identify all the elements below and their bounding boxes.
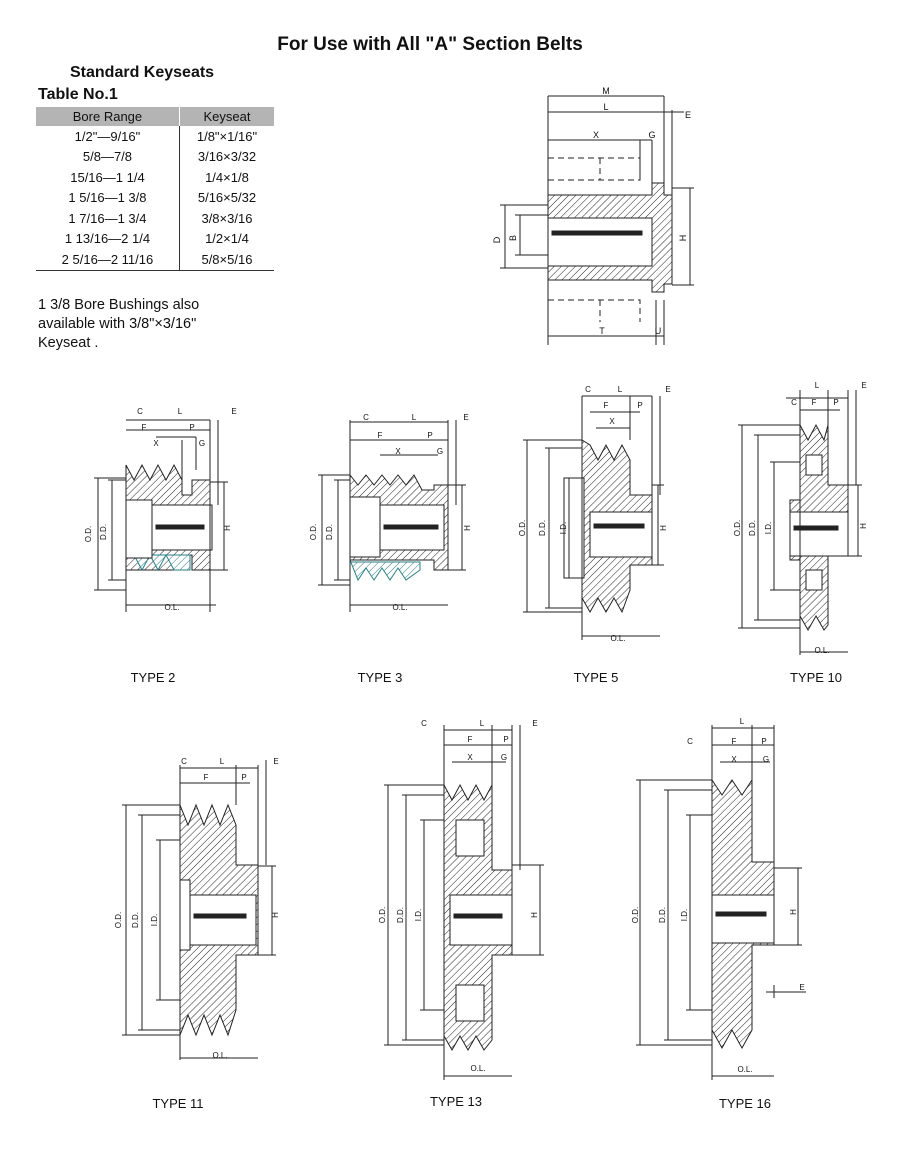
- t16-label-id: I.D.: [680, 908, 689, 922]
- t10-label-p: P: [833, 398, 839, 407]
- dim-label-u: U: [654, 326, 662, 336]
- bore-range-cell: 5/8—7/8: [36, 147, 179, 168]
- type-10-label: TYPE 10: [789, 670, 843, 685]
- t3-label-dd: D.D.: [325, 524, 334, 540]
- column-header-keyseat: Keyseat: [179, 107, 274, 126]
- t16-label-e: E: [799, 983, 805, 992]
- dim-label-g: G: [648, 130, 656, 140]
- t2-label-dd: D.D.: [99, 524, 108, 540]
- dim-label-b: B: [508, 234, 518, 242]
- t13-label-c: C: [421, 719, 427, 728]
- page-title: For Use with All "A" Section Belts: [277, 34, 583, 55]
- t13-label-od: O.D.: [378, 906, 387, 924]
- t16-label-g: G: [762, 755, 770, 764]
- dim-label-l: L: [603, 102, 609, 112]
- note-line: 1 3/8 Bore Bushings also: [38, 297, 200, 313]
- dim-label-e: E: [684, 110, 692, 120]
- t5-label-c: C: [585, 385, 591, 394]
- t13-label-g: G: [500, 753, 508, 762]
- t3-label-c: C: [363, 413, 369, 422]
- t5-label-e: E: [665, 385, 671, 394]
- t2-label-f: F: [141, 423, 147, 432]
- t2-label-l: L: [177, 407, 183, 416]
- t13-label-l: L: [479, 719, 485, 728]
- t5-label-od: O.D.: [518, 519, 527, 537]
- t2-label-ol: O.L.: [164, 603, 180, 612]
- t10-label-f: F: [811, 398, 817, 407]
- t5-label-ol: O.L.: [610, 634, 626, 643]
- t16-label-p: P: [761, 737, 767, 746]
- t2-label-c: C: [137, 407, 143, 416]
- type-5-drawing: [523, 396, 664, 640]
- t10-label-e: E: [861, 381, 867, 390]
- t5-label-f: F: [603, 401, 609, 410]
- t13-label-id: I.D.: [414, 908, 423, 922]
- t3-label-ol: O.L.: [392, 603, 408, 612]
- t2-label-x: X: [153, 439, 159, 448]
- t5-label-l: L: [617, 385, 623, 394]
- t11-label-ol: O.L.: [212, 1051, 228, 1060]
- table-label: Table No.1: [38, 86, 118, 103]
- bore-range-cell: 1 7/16—1 3/4: [36, 208, 179, 229]
- keyseat-cell: 5/16×5/32: [197, 190, 257, 206]
- keyseat-cell: 3/16×3/32: [197, 149, 257, 165]
- t13-label-x: X: [467, 753, 473, 762]
- dim-label-t: T: [599, 326, 605, 336]
- t2-label-od: O.D.: [84, 525, 93, 543]
- t16-label-ol: O.L.: [737, 1065, 753, 1074]
- keyseat-cell: 1/8"×1/16": [196, 128, 258, 144]
- t13-label-h: H: [530, 912, 539, 918]
- type-16-label: TYPE 16: [718, 1096, 772, 1111]
- t13-label-e: E: [532, 719, 538, 728]
- bore-range-cell: 1 13/16—2 1/4: [36, 229, 179, 250]
- t5-label-h: H: [659, 525, 668, 531]
- t11-label-f: F: [203, 773, 209, 782]
- t2-label-p: P: [189, 423, 195, 432]
- bore-range-cell: 1/2"—9/16": [36, 126, 179, 147]
- t3-label-l: L: [411, 413, 417, 422]
- bore-range-cell: 15/16—1 1/4: [36, 167, 179, 188]
- type-11-drawing: [122, 760, 276, 1060]
- t11-label-c: C: [181, 757, 187, 766]
- bore-range-cell: 2 5/16—2 11/16: [36, 249, 179, 270]
- t11-label-e: E: [273, 757, 279, 766]
- dim-label-d: D: [492, 236, 502, 244]
- type-3-label: TYPE 3: [357, 670, 403, 685]
- type-13-label: TYPE 13: [429, 1094, 483, 1109]
- t16-label-l: L: [739, 717, 745, 726]
- t11-label-p: P: [241, 773, 247, 782]
- t10-label-c: C: [791, 398, 797, 407]
- t16-label-h: H: [789, 909, 798, 915]
- t10-label-l: L: [814, 381, 820, 390]
- t3-label-g: G: [436, 447, 444, 456]
- t3-label-e: E: [463, 413, 469, 422]
- t16-label-dd: D.D.: [658, 907, 667, 923]
- t3-label-x: X: [395, 447, 401, 456]
- t10-label-ol: O.L.: [814, 646, 830, 655]
- t5-label-dd: D.D.: [538, 520, 547, 536]
- t11-label-dd: D.D.: [131, 912, 140, 928]
- t11-label-l: L: [219, 757, 225, 766]
- type-2-label: TYPE 2: [130, 670, 176, 685]
- keyseat-cell: 5/8×5/16: [179, 249, 274, 270]
- t11-label-id: I.D.: [150, 913, 159, 927]
- type-11-label: TYPE 11: [152, 1096, 204, 1111]
- t10-label-dd: D.D.: [748, 520, 757, 536]
- t13-label-ol: O.L.: [470, 1064, 486, 1073]
- keyseat-cell: 1/4×1/8: [205, 169, 249, 185]
- type-3-drawing: [318, 420, 466, 612]
- note-line: Keyseat .: [38, 335, 99, 351]
- t5-label-x: X: [609, 417, 615, 426]
- t16-label-c: C: [687, 737, 693, 746]
- t3-label-h: H: [463, 525, 472, 531]
- t16-label-x: X: [731, 755, 737, 764]
- type-13-drawing: [384, 725, 544, 1080]
- column-header-bore-range: Bore Range: [36, 107, 179, 126]
- t16-label-f: F: [731, 737, 737, 746]
- t2-label-h: H: [223, 525, 232, 531]
- dim-label-x: X: [592, 130, 600, 140]
- t2-label-g: G: [198, 439, 206, 448]
- t3-label-od: O.D.: [309, 523, 318, 541]
- bore-range-cell: 1 5/16—1 3/8: [36, 188, 179, 209]
- t5-label-id: I.D.: [559, 521, 568, 535]
- keyseat-cell: 3/8×3/16: [201, 210, 253, 226]
- t5-label-p: P: [637, 401, 643, 410]
- t16-label-od: O.D.: [631, 906, 640, 924]
- t2-label-e: E: [231, 407, 237, 416]
- t13-label-f: F: [467, 735, 473, 744]
- keyseat-cell: 1/2×1/4: [205, 231, 249, 247]
- note-line: available with 3/8"×3/16": [38, 316, 197, 332]
- dim-label-h: H: [678, 234, 688, 242]
- t10-label-od: O.D.: [733, 519, 742, 537]
- type-5-label: TYPE 5: [573, 670, 619, 685]
- t11-label-h: H: [271, 912, 280, 918]
- t10-label-id: I.D.: [764, 521, 773, 535]
- t3-label-f: F: [377, 431, 383, 440]
- t11-label-od: O.D.: [114, 911, 123, 929]
- type-16-drawing: [636, 725, 806, 1080]
- t13-label-dd: D.D.: [396, 907, 405, 923]
- type-2-drawing: [94, 420, 228, 612]
- t10-label-h: H: [859, 523, 868, 529]
- keyseats-heading: Standard Keyseats: [70, 64, 215, 81]
- t3-label-p: P: [427, 431, 433, 440]
- t13-label-p: P: [503, 735, 509, 744]
- dim-label-m: M: [602, 86, 610, 96]
